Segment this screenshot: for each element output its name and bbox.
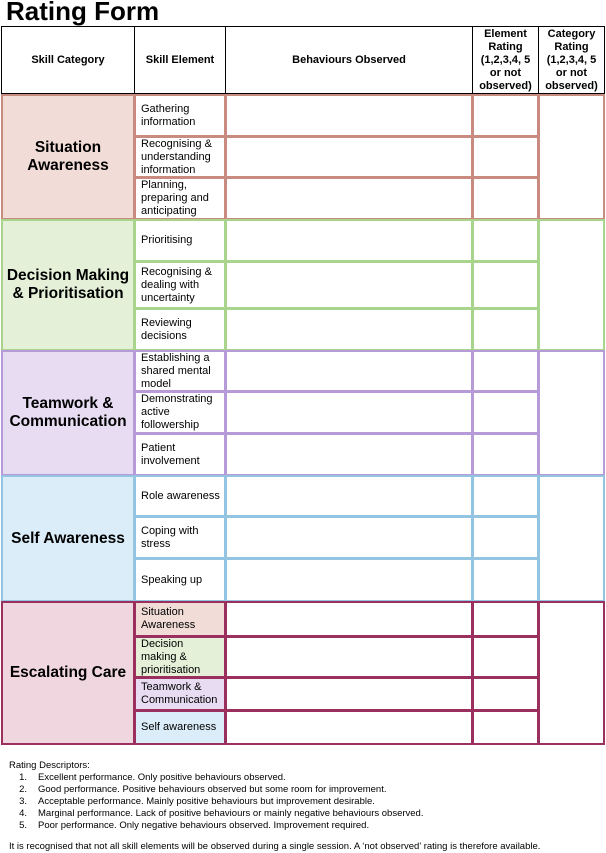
descriptor-text: Marginal performance. Lack of positive behaviours or mainly negative behaviours observed. [38, 808, 424, 819]
behaviours-observed-cell[interactable] [225, 710, 473, 745]
skill-element-cell: Recognising & dealing with uncertainty [134, 261, 226, 309]
skill-element-cell: Coping with stress [134, 516, 226, 559]
element-rating-cell[interactable] [472, 391, 539, 434]
descriptor-item [9, 772, 599, 784]
skill-element-cell: Speaking up [134, 558, 226, 602]
skill-element-cell: Decision making & prioritisation [134, 636, 226, 678]
descriptor-item [9, 820, 599, 832]
element-rating-cell[interactable] [472, 677, 539, 711]
behaviours-observed-cell[interactable] [225, 94, 473, 137]
category-rating-cell[interactable] [538, 94, 605, 220]
behaviours-observed-cell[interactable] [225, 601, 473, 637]
skill-element-cell: Role awareness [134, 475, 226, 517]
behaviours-observed-cell[interactable] [225, 433, 473, 476]
element-rating-cell[interactable] [472, 136, 539, 178]
descriptor-text: Acceptable performance. Mainly positive behaviours but improvement desirable. [38, 796, 375, 807]
header-behaviours-observed: Behaviours Observed [225, 26, 473, 94]
skill-element-cell: Reviewing decisions [134, 308, 226, 351]
descriptor-item [9, 808, 599, 820]
element-rating-cell[interactable] [472, 433, 539, 476]
skill-element-cell: Prioritising [134, 219, 226, 262]
behaviours-observed-cell[interactable] [225, 475, 473, 517]
descriptor-text: Good performance. Positive behaviours observed but some room for improvement. [38, 784, 387, 795]
behaviours-observed-cell[interactable] [225, 136, 473, 178]
descriptor-text: Poor performance. Only negative behaviours observed. Improvement required. [38, 820, 370, 831]
descriptor-number: 3. [19, 796, 27, 807]
element-rating-cell[interactable] [472, 308, 539, 351]
skill-element-cell: Recognising & understanding information [134, 136, 226, 178]
behaviours-observed-cell[interactable] [225, 350, 473, 392]
behaviours-observed-cell[interactable] [225, 516, 473, 559]
descriptor-number: 5. [19, 820, 27, 831]
skill-element-cell: Situation Awareness [134, 601, 226, 637]
skill-element-cell: Gathering information [134, 94, 226, 137]
behaviours-observed-cell[interactable] [225, 177, 473, 220]
element-rating-cell[interactable] [472, 601, 539, 637]
behaviours-observed-cell[interactable] [225, 219, 473, 262]
behaviours-observed-cell[interactable] [225, 391, 473, 434]
skill-element-cell: Patient involvement [134, 433, 226, 476]
skill-category-cell: Self Awareness [1, 475, 135, 602]
element-rating-cell[interactable] [472, 350, 539, 392]
element-rating-cell[interactable] [472, 475, 539, 517]
descriptor-text: Excellent performance. Only positive behaviours observed. [38, 772, 286, 783]
category-rating-cell[interactable] [538, 601, 605, 745]
element-rating-cell[interactable] [472, 636, 539, 678]
skill-category-cell: Situation Awareness [1, 94, 135, 220]
skill-element-cell: Planning, preparing and anticipating [134, 177, 226, 220]
behaviours-observed-cell[interactable] [225, 308, 473, 351]
category-rating-cell[interactable] [538, 475, 605, 602]
not-observed-note: It is recognised that not all skill elements will be observed during a single session. A ‘not observed’ rating is therefore available. [9, 841, 541, 852]
skill-element-cell: Self awareness [134, 710, 226, 745]
behaviours-observed-cell[interactable] [225, 677, 473, 711]
element-rating-cell[interactable] [472, 177, 539, 220]
header-category-rating: Category Rating (1,2,3,4, 5 or not observed) [538, 26, 605, 94]
skill-category-cell: Teamwork & Communication [1, 350, 135, 476]
behaviours-observed-cell[interactable] [225, 261, 473, 309]
descriptor-number: 1. [19, 772, 27, 783]
element-rating-cell[interactable] [472, 261, 539, 309]
category-rating-cell[interactable] [538, 350, 605, 476]
header-element-rating: Element Rating (1,2,3,4, 5 or not observed) [472, 26, 539, 94]
skill-category-cell: Decision Making & Prioritisation [1, 219, 135, 351]
element-rating-cell[interactable] [472, 558, 539, 602]
skill-element-cell: Establishing a shared mental model [134, 350, 226, 392]
category-rating-cell[interactable] [538, 219, 605, 351]
element-rating-cell[interactable] [472, 94, 539, 137]
header-skill-element: Skill Element [134, 26, 226, 94]
behaviours-observed-cell[interactable] [225, 636, 473, 678]
rating-descriptors-heading: Rating Descriptors: [9, 760, 90, 771]
descriptor-number: 2. [19, 784, 27, 795]
skill-element-cell: Teamwork & Communication [134, 677, 226, 711]
behaviours-observed-cell[interactable] [225, 558, 473, 602]
descriptor-item [9, 784, 599, 796]
header-skill-category: Skill Category [1, 26, 135, 94]
descriptor-item [9, 796, 599, 808]
element-rating-cell[interactable] [472, 219, 539, 262]
skill-category-cell: Escalating Care [1, 601, 135, 745]
skill-element-cell: Demonstrating active followership [134, 391, 226, 434]
element-rating-cell[interactable] [472, 710, 539, 745]
rating-descriptors [9, 760, 599, 832]
page-title: Rating Form [6, 0, 160, 26]
element-rating-cell[interactable] [472, 516, 539, 559]
descriptor-number: 4. [19, 808, 27, 819]
